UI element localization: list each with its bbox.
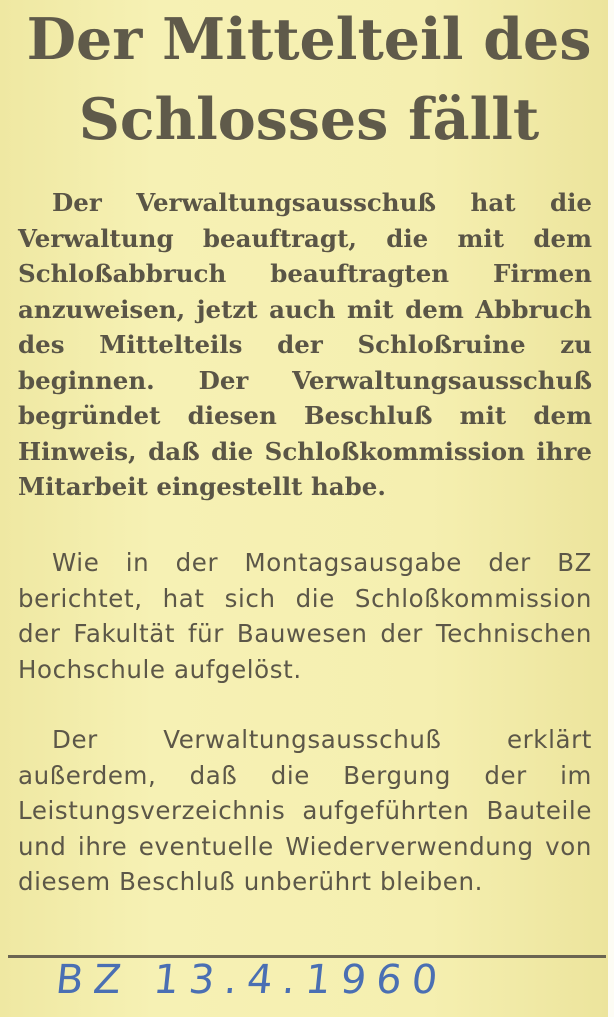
scan-edge (608, 0, 614, 1017)
body-paragraph-2: Wie in der Montagsausgabe der BZ berichtet, hat sich die Schloßkommission der Fakultät für Bauwesen der Technischen Hochschule aufgelöst. (18, 548, 592, 684)
headline: Der Mittelteil des Schlosses fällt (26, 6, 592, 153)
lead-paragraph: Der Verwaltungsausschuß hat die Verwaltung beauftragt, die mit dem Schloßabbruch beauftragten Firmen anzuweisen, jetzt auch mit dem Abbruch des Mittelteils der Schloßruine zu beginnen. Der Verwaltungsausschuß begründet diesen Beschluß mit dem Hinweis, daß die Schloßkommission ihre Mitarbeit eingestellt habe. (18, 188, 592, 501)
body-paragraph-3: Der Verwaltungsausschuß erklärt außerdem, daß die Bergung der im Leistungsverzeichnis aufgeführten Bauteile und ihre eventuelle Wiederverwendung von diesem Beschluß unberührt bleiben. (18, 725, 592, 896)
handwritten-date-note: BZ 13.4.1960 (53, 957, 450, 1003)
